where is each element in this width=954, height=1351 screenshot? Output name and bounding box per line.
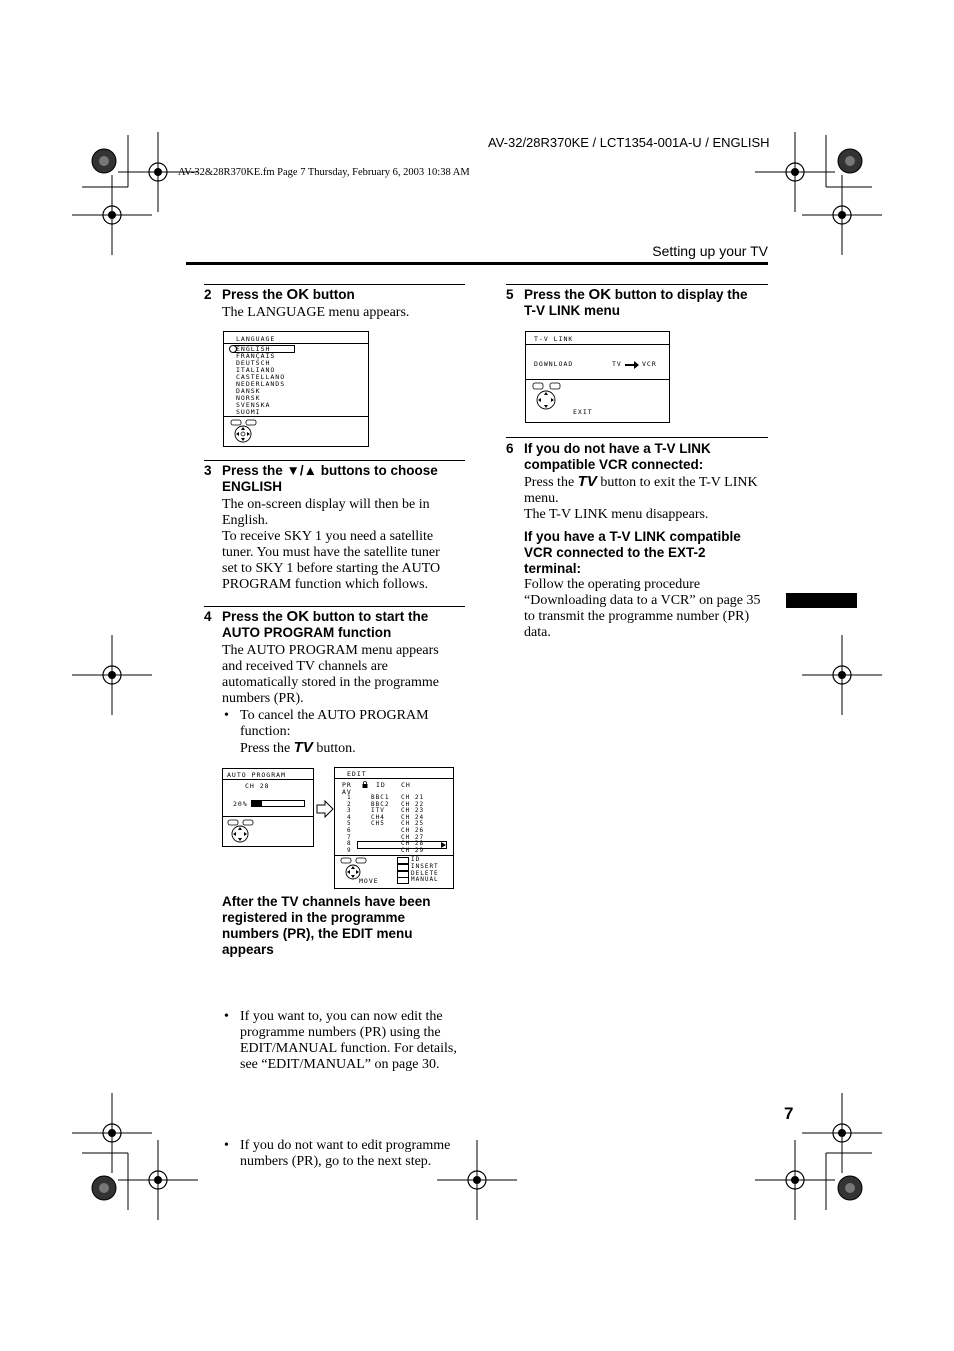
page-number: 7 [784,1104,794,1123]
edit-row [335,795,453,802]
file-info: AV-32&28R370KE.fm Page 7 Thursday, February 6, 2003 10:38 AM [178,167,470,178]
step4-body [222,643,467,707]
step-number: 4 [204,609,212,624]
ok-key-label: OK [286,608,310,625]
body-text: button to exit the T-V LINK [596,475,758,490]
heading-line: registered in the programme [222,910,406,925]
body-line [524,474,769,491]
body-line: The AUTO PROGRAM menu appears [222,643,439,658]
model-code: AV-32/28R370KE / LCT1354-001A-U / ENGLISH [488,135,770,150]
edit-cell-ch: CH 26 [401,826,425,834]
edit-cell-id: CH5 [371,820,385,828]
body-line: The T-V LINK menu disappears. [524,507,709,522]
bullet-line: • If you want to, you can now edit the [240,1009,443,1024]
body-text: Press the [524,475,578,490]
edit-row [335,848,453,855]
language-option: DEUTSCH [236,359,271,367]
edit-cell-id: CH4 [371,813,385,821]
progress-bar [251,800,305,807]
edit-row [335,835,453,842]
section-title: Setting up your TV [652,243,768,259]
language-option: SUOMI [236,408,261,416]
after-heading [222,894,472,958]
col-ch: CH [401,781,411,789]
body-line: To receive SKY 1 you need a satellite [222,529,434,544]
step-divider [204,284,465,285]
edit-row [335,821,453,828]
edit-bullet [222,1009,485,1073]
edit-rows [335,795,453,854]
bullet-line: EDIT/MANUAL function. For details, [240,1041,457,1056]
arrow-right-icon [316,800,334,818]
ok-key-label: OK [286,286,310,303]
language-option: FRANÇAIS [236,352,276,360]
body-line: “Downloading data to a VCR” on page 35 [524,593,761,608]
auto-program-osd [222,768,314,847]
bullet-line: programme numbers (PR) using the [240,1025,441,1040]
language-option: ENGLISH [236,345,271,353]
lock-icon [362,781,368,788]
edit-cell-pr: 6 [347,826,352,834]
edit-cell-pr: 8 [347,840,352,848]
option-label: ID [411,856,421,863]
remote-buttons-icon [532,382,564,410]
bullet-line: see “EDIT/MANUAL” on page 30. [240,1057,440,1072]
heading-line: appears [222,942,274,957]
heading-text: Press the [524,287,589,302]
step6-heading [506,441,774,473]
next-step-bullet [222,1138,485,1170]
language-option: NORSK [236,394,261,402]
osd-channel: CH 28 [245,782,270,790]
language-menu-osd [223,331,369,447]
col-av: AV [342,788,352,796]
edit-cell-pr: 9 [347,846,352,854]
tv-key-label: TV [577,473,597,490]
edit-menu-osd [334,767,454,889]
color-key-icon [397,877,409,884]
body-line: numbers (PR). [222,691,304,706]
language-option: NEDERLANDS [236,380,286,388]
remote-buttons-icon [230,419,260,443]
heading-line: VCR connected to the EXT-2 [524,545,706,560]
step6-subbody [524,577,774,641]
col-id: ID [376,781,386,789]
body-line: set to SKY 1 before starting the AUTO [222,561,441,576]
body-line: The on-screen display will then be in [222,497,430,512]
step-number: 6 [506,441,514,456]
edit-row [335,808,453,815]
step-divider [204,606,465,607]
heading-text: AUTO PROGRAM function [222,625,392,640]
step6-subheading [524,529,774,577]
body-line: PROGRAM function which follows. [222,577,429,592]
edit-cell-pr: 7 [347,833,352,841]
step-divider [506,437,768,438]
step-divider [506,284,768,285]
body-line: to transmit the programme number (PR) [524,609,750,624]
heading-text: Press the [222,609,287,624]
bullet-text: button. [312,741,356,756]
osd-percent: 20% [233,800,248,808]
osd-exit: EXIT [573,408,593,416]
edit-cell-pr: 2 [347,800,352,808]
edit-cell-id: ITV [371,807,385,815]
language-list [236,346,285,416]
osd-move: MOVE [359,877,379,885]
heading-text: button [309,287,355,302]
language-option: SVENSKA [236,401,271,409]
edit-cell-ch: CH 25 [401,820,425,828]
option-label: MANUAL [411,876,439,884]
edit-cell-ch: CH 23 [401,807,425,815]
tv-key-label: TV [293,739,313,756]
cancel-bullet [222,708,480,757]
heading-text: Press the [222,463,287,478]
edit-cell-pr: 3 [347,807,352,815]
osd-vcr: VCR [642,360,657,368]
step3-heading [204,463,472,495]
edit-cell-ch: CH 21 [401,794,425,801]
edit-cell-pr: 5 [347,820,352,828]
heading-line: terminal: [524,561,582,576]
heading-line: After the TV channels have been [222,894,431,909]
heading-line: If you have a T-V LINK compatible [524,529,741,544]
step2-body: The LANGUAGE menu appears. [222,305,410,320]
heading-text: ENGLISH [222,479,283,494]
arrow-keys-label: ▼/▲ [286,463,318,478]
heading-text: buttons to choose [317,463,438,478]
edit-cell-ch: CH 27 [401,833,425,841]
edit-row [335,802,453,809]
heading-text: If you do not have a T-V LINK [524,441,711,456]
bullet-line [240,740,480,757]
edit-cell-ch: CH 24 [401,813,425,821]
body-line: tuner. You must have the satellite tuner [222,545,440,560]
heading-text: T-V LINK menu [524,303,621,318]
language-option: ITALIANO [236,366,276,374]
step2-heading [204,286,472,303]
osd-title: LANGUAGE [236,335,276,343]
ok-key-label: OK [588,286,612,303]
edit-cell-ch: CH 29 [401,846,425,854]
edit-cell-pr: 4 [347,813,352,821]
bullet-line: • To cancel the AUTO PROGRAM [240,708,429,723]
edit-cell-pr: 1 [347,794,352,801]
chapter-tab [786,593,857,608]
step4-heading [204,608,472,641]
heading-text: button to start the [309,609,429,624]
language-option: CASTELLANO [236,373,286,381]
progress-fill [252,801,262,806]
osd-tv: TV [612,360,622,368]
body-line: automatically stored in the programme [222,675,439,690]
edit-row [335,841,453,848]
bullet-text: Press the [240,741,294,756]
language-option: DANSK [236,387,261,395]
edit-cell-ch: CH 28 [401,840,425,848]
edit-row [335,828,453,835]
body-line: data. [524,625,551,640]
body-line: menu. [524,491,559,506]
osd-title: EDIT [347,770,367,778]
step-number: 5 [506,287,514,302]
step-divider [204,460,465,461]
col-pr: PR [342,781,352,789]
bullet-line: numbers (PR), go to the next step. [240,1154,432,1169]
step6-body [524,474,769,523]
tv-link-osd [525,331,670,423]
step-number: 2 [204,287,212,302]
heading-line: numbers (PR), the EDIT menu [222,926,413,941]
arrow-right-icon [625,361,639,369]
body-line: and received TV channels are [222,659,388,674]
body-line: Follow the operating procedure [524,577,701,592]
edit-cell-ch: CH 22 [401,800,425,808]
option-label: DELETE [411,869,439,877]
osd-title: T-V LINK [534,335,574,343]
edit-cell-id: BBC1 [371,794,390,801]
heading-text: compatible VCR connected: [524,457,704,472]
body-line: English. [222,513,269,528]
step-number: 3 [204,463,212,478]
step5-heading [506,286,774,319]
remote-buttons-icon [227,819,257,843]
header-rule [186,262,768,265]
edit-row [335,815,453,822]
heading-text: button to display the [611,287,748,302]
osd-title: AUTO PROGRAM [227,771,286,779]
heading-text: Press the [222,287,287,302]
bullet-line: function: [240,724,291,739]
option-label: INSERT [411,862,439,870]
osd-download: DOWNLOAD [534,360,574,368]
step3-body [222,497,467,593]
edit-cell-id: BBC2 [371,800,390,808]
bullet-line: • If you do not want to edit programme [240,1138,451,1153]
